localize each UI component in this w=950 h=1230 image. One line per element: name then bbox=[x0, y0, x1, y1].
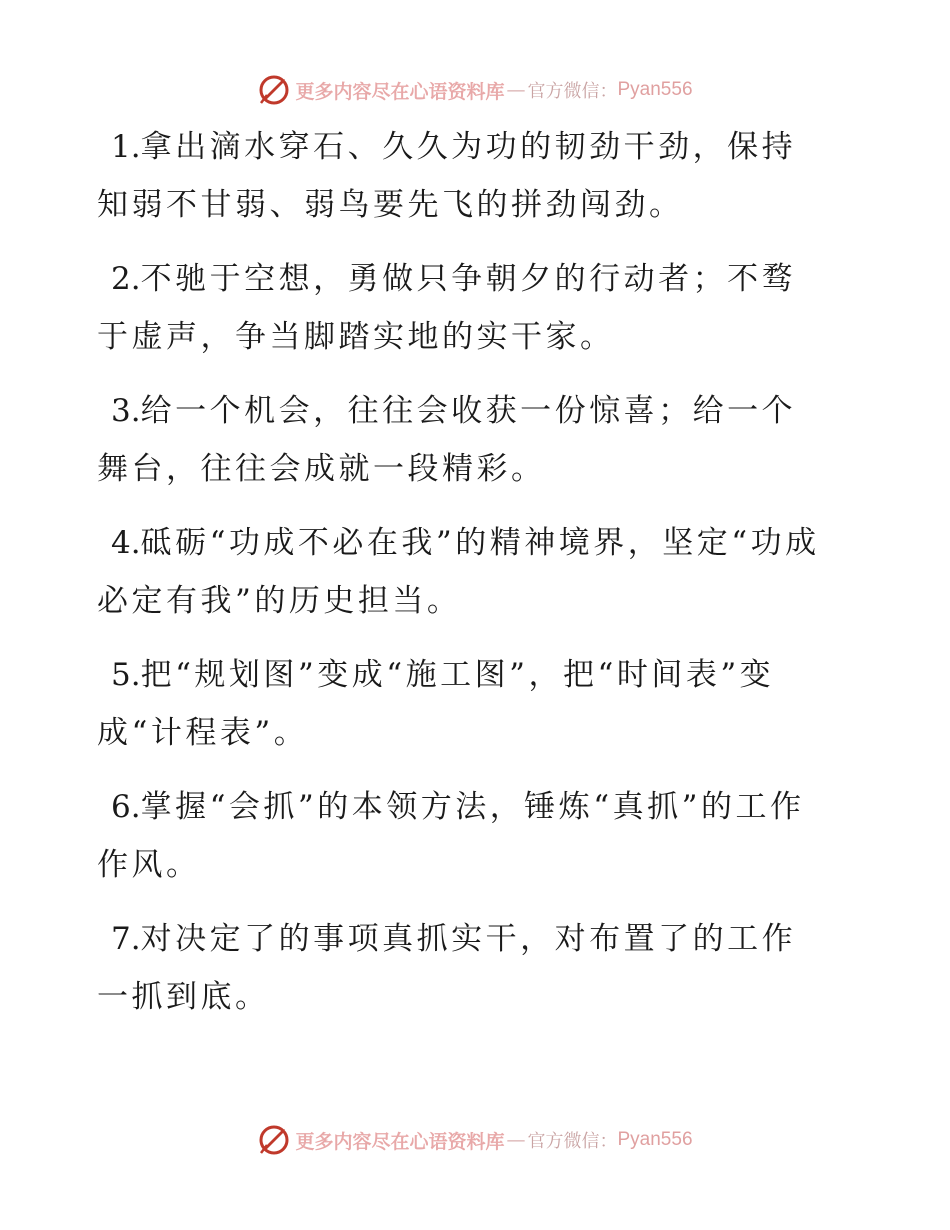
item-number: 2. bbox=[111, 261, 141, 297]
header-banner bbox=[0, 70, 950, 110]
item-number: 5. bbox=[111, 657, 141, 693]
quill-pen-logo-icon bbox=[257, 73, 291, 107]
item-number: 7. bbox=[111, 921, 141, 957]
item-number: 3. bbox=[111, 393, 141, 429]
list-item bbox=[97, 910, 827, 1026]
header-brand-text: 更多内容尽在心语资料库 bbox=[295, 80, 505, 103]
header-dash: — bbox=[506, 79, 526, 101]
footer-brand-text: 更多内容尽在心语资料库 bbox=[295, 1130, 505, 1153]
item-number: 4. bbox=[111, 525, 141, 561]
list-item bbox=[97, 382, 827, 498]
list-item bbox=[97, 646, 827, 762]
item-text: 给一个机会，往往会收获一份惊喜；给一个舞台，往往会成就一段精彩。 bbox=[97, 393, 797, 487]
item-number: 6. bbox=[111, 789, 141, 825]
item-text: 砥砺“功成不必在我”的精神境界，坚定“功成必定有我”的历史担当。 bbox=[97, 525, 820, 619]
item-text: 拿出滴水穿石、久久为功的韧劲干劲，保持知弱不甘弱、弱鸟要先飞的拼劲闯劲。 bbox=[97, 129, 797, 223]
footer-banner bbox=[0, 1120, 950, 1160]
item-text: 对决定了的事项真抓实干，对布置了的工作一抓到底。 bbox=[97, 921, 797, 1015]
quill-pen-logo-icon bbox=[257, 1123, 291, 1157]
list-item bbox=[97, 118, 827, 234]
item-text: 把“规划图”变成“施工图”，把“时间表”变成“计程表”。 bbox=[97, 657, 775, 751]
list-item bbox=[97, 514, 827, 630]
list-item bbox=[97, 250, 827, 366]
quote-list bbox=[97, 118, 827, 1042]
header-official-label: 官方微信： bbox=[527, 81, 618, 102]
footer-official-label: 官方微信： bbox=[527, 1131, 618, 1152]
item-text: 掌握“会抓”的本领方法，锤炼“真抓”的工作作风。 bbox=[97, 789, 805, 883]
header-wechat-id: Pyan556 bbox=[617, 79, 693, 100]
item-number: 1. bbox=[111, 129, 141, 165]
footer-wechat-id: Pyan556 bbox=[617, 1129, 693, 1150]
list-item bbox=[97, 778, 827, 894]
item-text: 不驰于空想，勇做只争朝夕的行动者；不骛于虚声，争当脚踏实地的实干家。 bbox=[97, 261, 797, 355]
footer-dash: — bbox=[506, 1129, 526, 1151]
